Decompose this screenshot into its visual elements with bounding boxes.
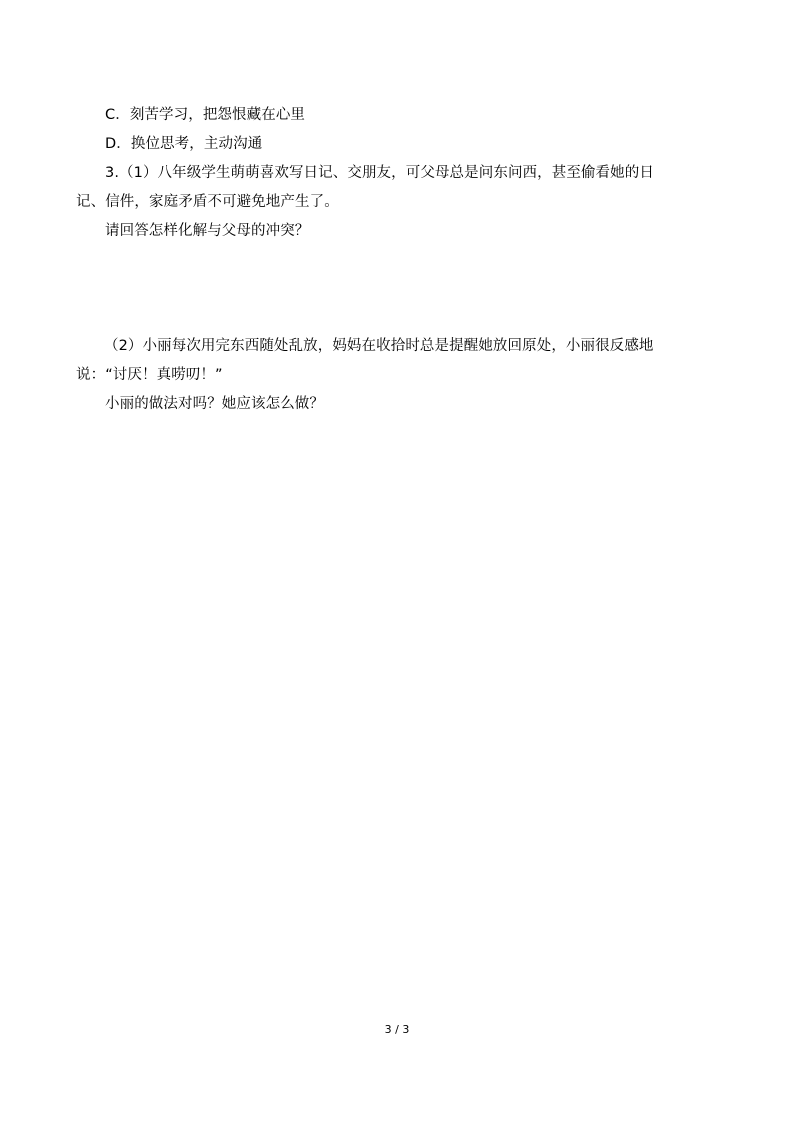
question-3-part-2-line-2: 说：“讨厌！真唠叨！” [76,367,223,383]
question-3-part-2-line-1: （2）小丽每次用完东西随处乱放，妈妈在收拾时总是提醒她放回原处，小丽很反感地 [104,338,654,354]
question-3-part-1-prompt: 请回答怎样化解与父母的冲突？ [105,223,310,239]
option-d: D．换位思考，主动沟通 [105,136,263,152]
question-3-part-1-line-1: 3.（1）八年级学生萌萌喜欢写日记、交朋友，可父母总是问东问西，甚至偷看她的日 [105,165,654,181]
document-body [76,101,720,419]
option-c: C．刻苦学习，把怨恨藏在心里 [105,107,306,123]
question-3-part-2-prompt: 小丽的做法对吗？她应该怎么做？ [105,396,324,412]
page-number: 3 / 3 [384,1023,410,1036]
question-3-part-1-line-2: 记、信件，家庭矛盾不可避免地产生了。 [76,194,339,210]
